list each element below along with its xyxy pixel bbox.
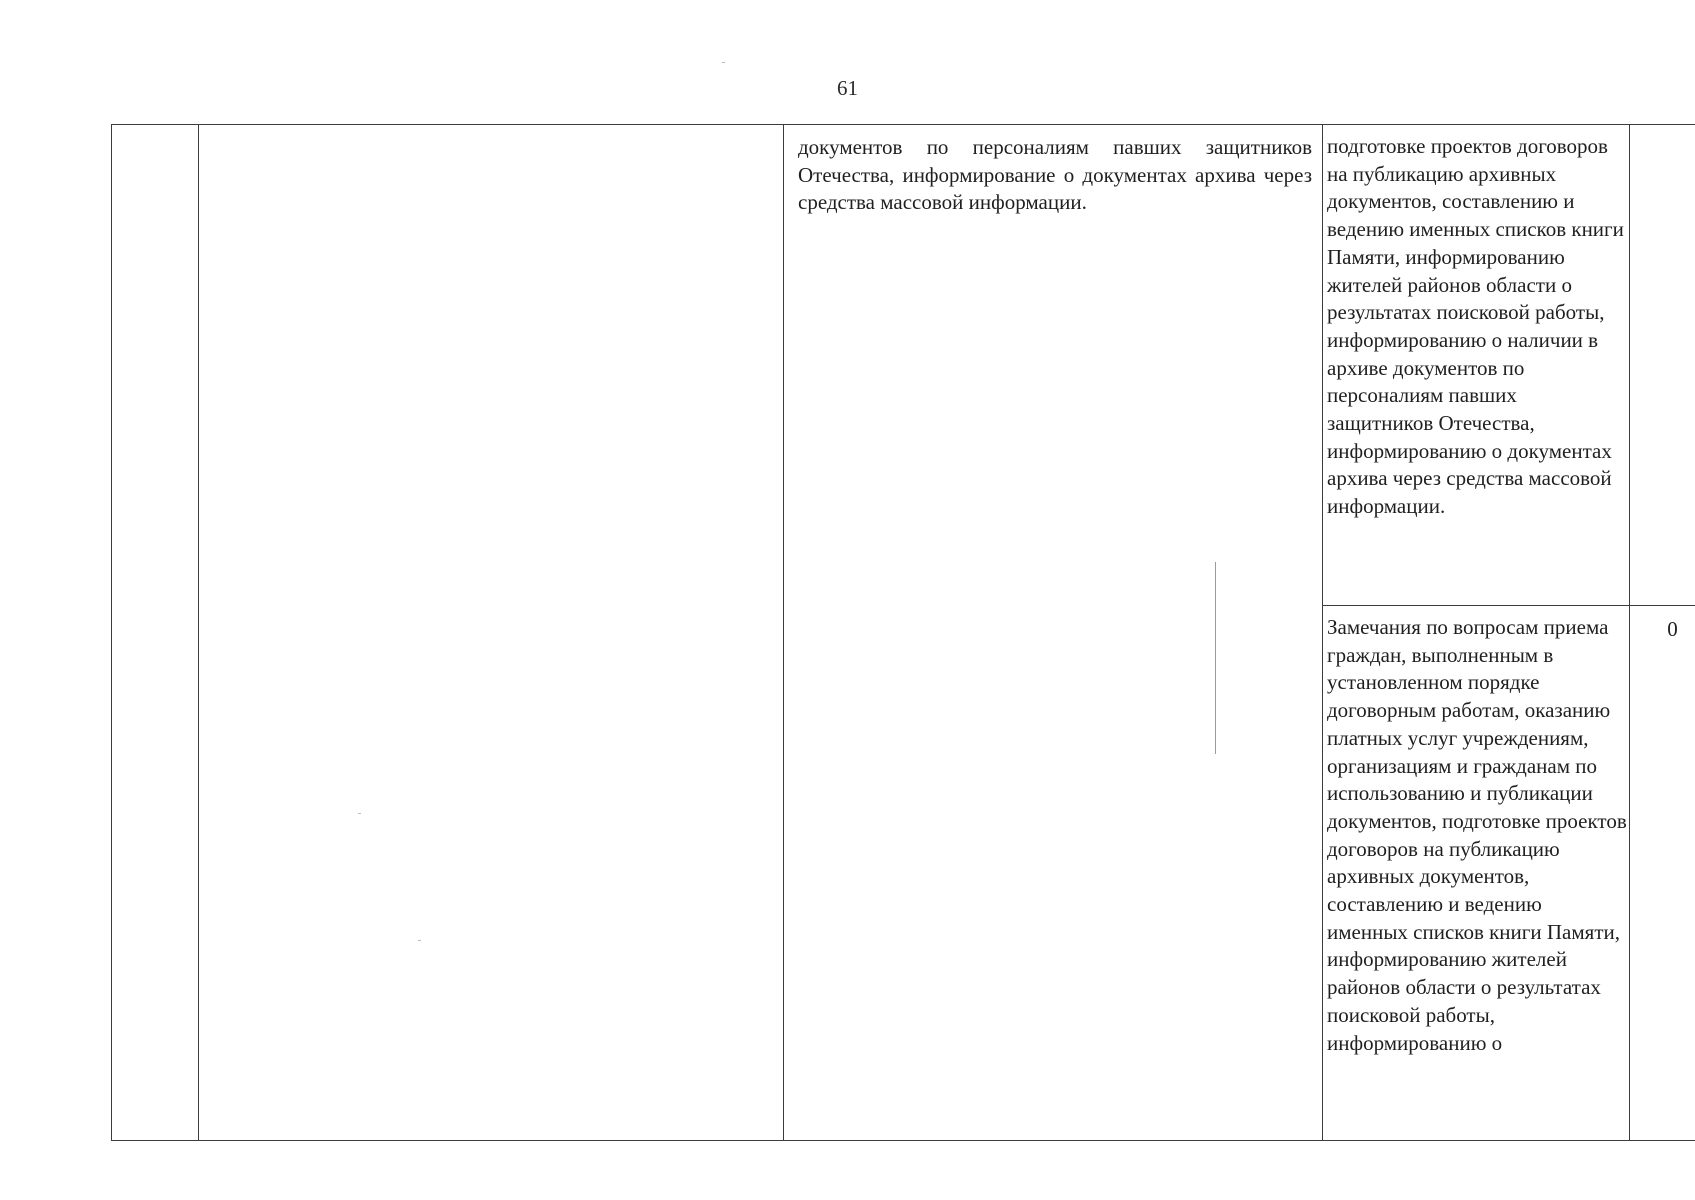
table-cell-description bbox=[784, 125, 1323, 1141]
score-value: 0 bbox=[1667, 617, 1678, 641]
table-row bbox=[112, 125, 1695, 606]
scan-artifact-dot bbox=[418, 940, 421, 941]
table-cell-score bbox=[1630, 125, 1695, 606]
scan-artifact-line bbox=[1215, 562, 1216, 754]
table-cell-remark bbox=[1323, 125, 1630, 606]
table-cell-number bbox=[112, 125, 199, 1141]
description-text: документов по персоналиям павших защитников Отечества, информирование о документах архива через средства массовой информации. bbox=[798, 135, 1312, 215]
table-cell-remark bbox=[1323, 606, 1630, 1141]
scan-artifact-dot bbox=[722, 62, 725, 63]
remark-text: Замечания по вопросам приема граждан, выполненным в установленном порядке договорным работам, оказанию платных услуг учреждениям, организациям и гражданам по использованию и публикации документов, подготовке проектов договоров на публикацию архивных документов, составлению и ведению именных списков книги Памяти, информированию жителей районов области о результатах поисковой работы, информированию о bbox=[1327, 615, 1627, 1055]
page-number: 61 bbox=[837, 76, 858, 100]
evaluation-table bbox=[111, 124, 1695, 1141]
table-cell-criterion bbox=[199, 125, 784, 1141]
table-cell-score bbox=[1630, 606, 1695, 1141]
remark-text: подготовке проектов договоров на публикацию архивных документов, составлению и ведению именных списков книги Памяти, информированию жителей районов области о результатах поисковой работы, информированию о наличии в архиве документов по персоналиям павших защитников Отечества, информированию о документах архива через средства массовой информации. bbox=[1327, 134, 1624, 519]
scan-artifact-dot bbox=[358, 813, 361, 814]
